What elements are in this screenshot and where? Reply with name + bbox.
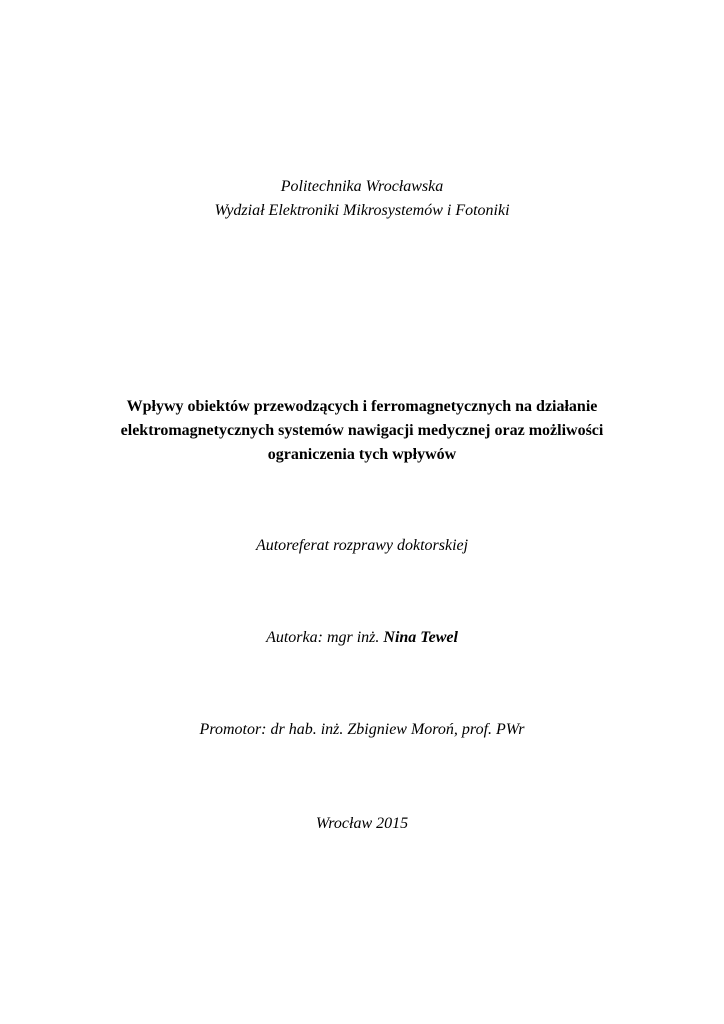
author-name: Nina Tewel xyxy=(383,629,458,646)
author-label: Autorka: mgr inż. xyxy=(266,629,380,646)
document-type: Autoreferat rozprawy doktorskiej xyxy=(255,537,469,554)
thesis-title-line-2: elektromagnetycznych systemów nawigacji medycznej oraz możliwości xyxy=(120,422,604,439)
thesis-title-line-3: ograniczenia tych wpływów xyxy=(267,446,457,463)
author-line xyxy=(0,626,724,650)
thesis-title xyxy=(0,395,724,467)
supervisor-line: Promotor: dr hab. inż. Zbigniew Moroń, prof. PWr xyxy=(199,721,525,738)
faculty-name: Wydział Elektroniki Mikrosystemów i Fotoniki xyxy=(214,202,510,219)
place-year: Wrocław 2015 xyxy=(315,815,409,832)
thesis-title-line-1: Wpływy obiektów przewodzących i ferromagnetycznych na działanie xyxy=(126,398,598,415)
university-name: Politechnika Wrocławska xyxy=(280,178,444,195)
